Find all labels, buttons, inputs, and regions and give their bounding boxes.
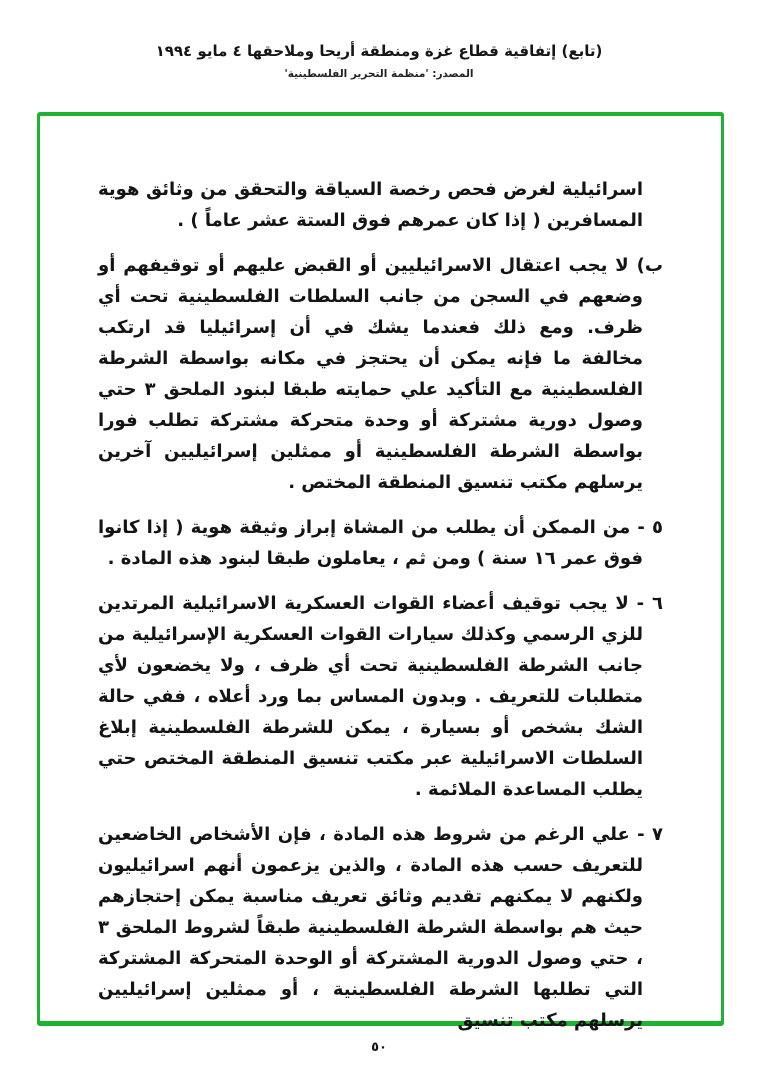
paragraph-text: اسرائيلية لغرض فحص رخصة السياقة والتحقق من وثائق هوية المسافرين ( إذا كان عمرهم فوق الستة عشر عاماً ) . [98,179,643,231]
paragraph-text: من الممكن أن يطلب من المشاة إبراز وثيقة هوية ( إذا كانوا فوق عمر ١٦ سنة ) ومن ثم ، يعاملون طبقا لبنود هذه المادة . [98,517,643,569]
paragraph-item-7 [98,819,663,1036]
paragraph-text: علي الرغم من شروط هذه المادة ، فإن الأشخاص الخاضعين للتعريف حسب هذه المادة ، والذين يزعمون أنهم اسرائيليون ولكنهم لا يمكنهم تقديم وثائق تعريف مناسبة يمكن إحتجازهم حيث هم بواسطة الشرطة الفلسطينية طبقاً لشروط الملحق ٣ ، حتي وصول الدورية المشتركة أو الوحدة المتحركة المشتركة التي تطلبها الشرطة الفلسطينية ، أو ممثلين إسرائيليين يرسلهم مكتب تنسيق [98,824,643,1031]
paragraph-marker: ٧ - [637,824,663,845]
document-text-area [40,116,721,1036]
paragraph-item-b [98,250,663,498]
document-source: المصدر: 'منظمة التحرير الفلسطينية' [284,68,474,80]
document-title: (تابع) إتفاقية قطاع غزة ومنطقة أريحا وملاحقها ٤ مايو ١٩٩٤ [155,42,603,60]
paragraph-item-6 [98,588,663,805]
paragraph-marker: ٥ - [637,517,663,538]
page-number: ٥٠ [371,1040,387,1055]
paragraph-marker: ٦ - [636,593,663,614]
paragraph-item-5 [98,512,663,574]
paragraph-text: لا يجب توقيف أعضاء القوات العسكرية الاسرائيلية المرتدين للزي الرسمي وكذلك سيارات القوات العسكرية الإسرائيلية من جانب الشرطة الفلسطينية تحت أي ظرف ، ولا يخضعون لأي متطلبات للتعريف . وبدون المساس بما ورد أعلاه ، ففي حالة الشك بشخص أو بسيارة ، يمكن للشرطة الفلسطينية إبلاغ السلطات الاسرائيلية عبر مكتب تنسيق المنطقة المختص حتي يطلب المساعدة الملائمة . [98,593,643,800]
page-footer [0,1036,758,1055]
content-border-box [37,112,724,1031]
document-header [0,42,758,80]
paragraph-marker: ب) [636,255,663,276]
paragraph-text: لا يجب اعتقال الاسرائيليين أو القبض عليهم أو توقيفهم أو وضعهم في السجن من جانب السلطات الفلسطينية تحت أي ظرف. ومع ذلك فعندما يشك في أن إسرائيليا قد ارتكب مخالفة ما فإنه يمكن أن يحتجز في مكانه بواسطة الشرطة الفلسطينية مع التأكيد علي حمايته طبقا لبنود الملحق ٣ حتي وصول دورية مشتركة أو وحدة متحركة مشتركة تطلب فورا بواسطة الشرطة الفلسطينية أو ممثلين إسرائيليين آخرين يرسلهم مكتب تنسيق المنطقة المختص . [98,255,643,493]
paragraph-continuation [98,174,663,236]
